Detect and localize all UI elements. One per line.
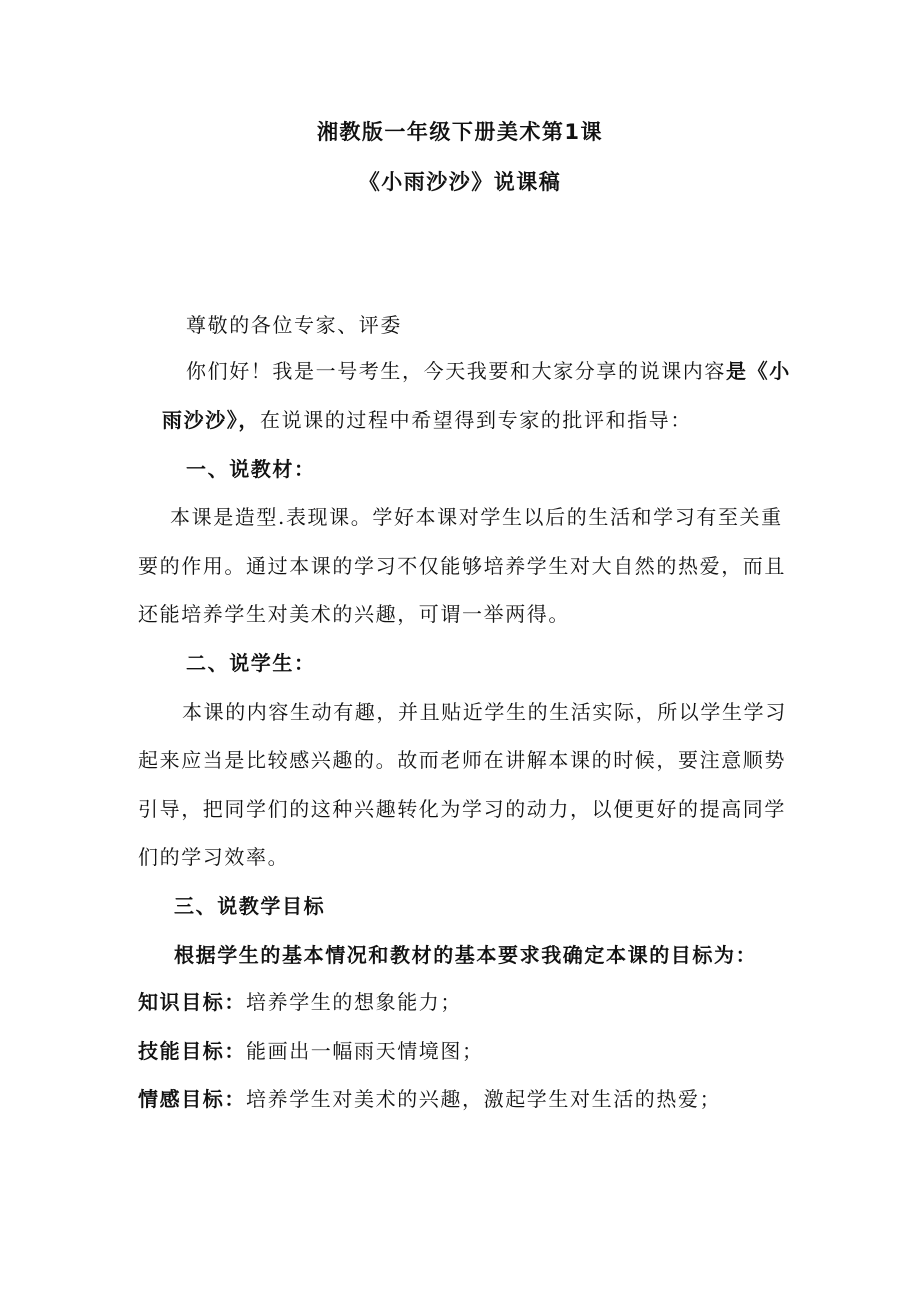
- section-1-line: 还能培养学生对美术的兴趣，可谓一举两得。: [138, 602, 570, 626]
- section-2-line: 本课的内容生动有趣，并且贴近学生的生活实际，所以学生学习: [182, 700, 787, 724]
- title-line-1: 湘教版一年级下册美术第1课: [316, 120, 604, 144]
- greeting: 尊敬的各位专家、评委: [186, 313, 402, 337]
- intro-text-cont: 在说课的过程中希望得到专家的批评和指导：: [260, 408, 692, 432]
- section-2-line: 起来应当是比较感兴趣的。故而老师在讲解本课的时候，要注意顺势: [138, 748, 786, 772]
- section-3-heading: 三、说教学目标: [174, 894, 326, 918]
- title-line-2: 《小雨沙沙》说课稿: [358, 170, 562, 194]
- section-2-line: 们的学习效率。: [138, 845, 290, 869]
- section-1-line: 要的作用。通过本课的学习不仅能够培养学生对大自然的热爱，而且: [138, 554, 786, 578]
- intro-bold-title-cont: 雨沙沙》，: [162, 408, 260, 432]
- goal-knowledge: [138, 988, 462, 1016]
- goal-emotion: [138, 1085, 721, 1113]
- intro-text: 你们好！我是一号考生，今天我要和大家分享的说课内容: [186, 359, 726, 383]
- intro-bold-title: 是《小: [726, 359, 791, 383]
- section-2-heading: 二、说学生：: [186, 651, 316, 675]
- intro-line-1: [186, 357, 791, 385]
- section-3-intro: 根据学生的基本情况和教材的基本要求我确定本课的目标为：: [174, 943, 758, 967]
- section-1-line: 本课是造型.表现课。学好本课对学生以后的生活和学习有至关重: [170, 505, 783, 529]
- section-2-line: 引导，把同学们的这种兴趣转化为学习的动力，以便更好的提高同学: [138, 797, 786, 821]
- intro-line-2: [162, 406, 692, 434]
- goal-text: 能画出一幅雨天情境图；: [246, 1039, 484, 1063]
- goal-label: 情感目标：: [138, 1087, 246, 1111]
- goal-label: 技能目标：: [138, 1039, 246, 1063]
- goal-label: 知识目标：: [138, 990, 246, 1014]
- goal-skill: [138, 1037, 484, 1065]
- section-1-heading: 一、说教材：: [186, 457, 316, 481]
- goal-text: 培养学生的想象能力；: [246, 990, 462, 1014]
- goal-text: 培养学生对美术的兴趣，激起学生对生活的热爱；: [246, 1087, 722, 1111]
